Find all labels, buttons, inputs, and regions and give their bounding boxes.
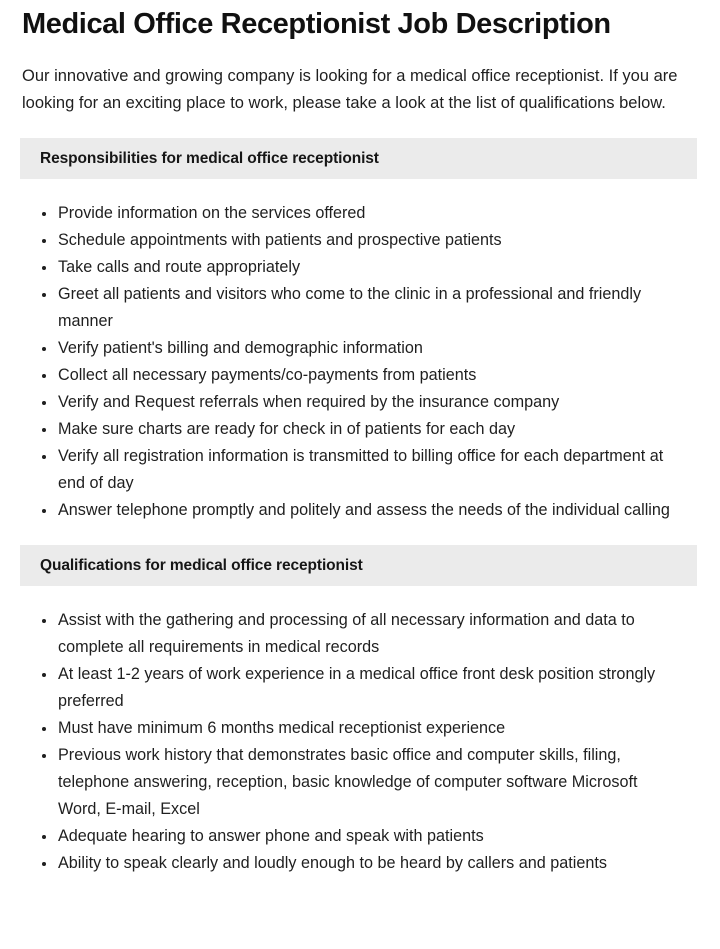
- list-item: Provide information on the services offered: [0, 200, 720, 227]
- list-item: Make sure charts are ready for check in of patients for each day: [0, 416, 720, 443]
- list-item: Must have minimum 6 months medical receptionist experience: [0, 715, 720, 742]
- section-header-label: Responsibilities for medical office receptionist: [40, 149, 379, 167]
- section-responsibilities: [0, 138, 720, 524]
- list-item: Take calls and route appropriately: [0, 254, 720, 281]
- section-header-label: Qualifications for medical office receptionist: [40, 556, 363, 574]
- section-header-responsibilities: [20, 138, 697, 179]
- section-header-qualifications: [20, 545, 697, 586]
- intro-paragraph: Our innovative and growing company is looking for a medical office receptionist. If you are looking for an exciting place to work, please take a look at the list of qualifications below.: [22, 67, 678, 112]
- list-item: Answer telephone promptly and politely and assess the needs of the individual calling: [0, 497, 720, 524]
- section-qualifications: [0, 545, 720, 877]
- list-item: Ability to speak clearly and loudly enough to be heard by callers and patients: [0, 850, 720, 877]
- responsibilities-list: [0, 179, 720, 524]
- list-item: Verify all registration information is transmitted to billing office for each department at end of day: [0, 443, 720, 497]
- list-item: At least 1-2 years of work experience in a medical office front desk position strongly preferred: [0, 661, 720, 715]
- list-item: Greet all patients and visitors who come to the clinic in a professional and friendly manner: [0, 281, 720, 335]
- list-item: Verify and Request referrals when required by the insurance company: [0, 389, 720, 416]
- page-title: Medical Office Receptionist Job Description: [22, 8, 611, 40]
- list-item: Schedule appointments with patients and prospective patients: [0, 227, 720, 254]
- list-item: Previous work history that demonstrates basic office and computer skills, filing, telephone answering, reception, basic knowledge of computer software Microsoft Word, E-mail, Excel: [0, 742, 720, 823]
- qualifications-list: [0, 586, 720, 877]
- list-item: Verify patient's billing and demographic information: [0, 335, 720, 362]
- list-item: Collect all necessary payments/co-payments from patients: [0, 362, 720, 389]
- list-item: Assist with the gathering and processing of all necessary information and data to complete all requirements in medical records: [0, 607, 720, 661]
- list-item: Adequate hearing to answer phone and speak with patients: [0, 823, 720, 850]
